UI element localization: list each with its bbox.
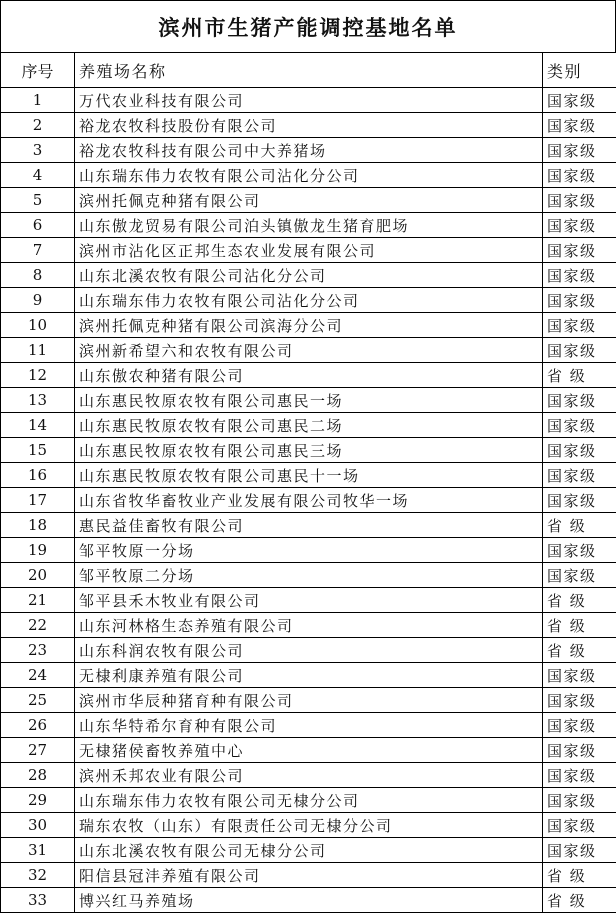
row-serial-number: 32 [1, 863, 75, 888]
row-farm-name: 滨州市华辰种猪育种有限公司 [75, 688, 543, 713]
row-serial-number: 20 [1, 563, 75, 588]
row-serial-number: 16 [1, 463, 75, 488]
row-farm-name: 山东华特希尔育种有限公司 [75, 713, 543, 738]
table-row [1, 588, 616, 613]
table-header-row [1, 53, 616, 88]
row-category: 国家级 [543, 663, 616, 688]
row-farm-name: 滨州托佩克种猪有限公司 [75, 188, 543, 213]
row-category: 国家级 [543, 338, 616, 363]
row-category: 国家级 [543, 488, 616, 513]
row-farm-name: 山东瑞东伟力农牧有限公司无棣分公司 [75, 788, 543, 813]
row-farm-name: 山东北溪农牧有限公司无棣分公司 [75, 838, 543, 863]
table-row [1, 763, 616, 788]
row-category: 国家级 [543, 163, 616, 188]
row-category: 国家级 [543, 713, 616, 738]
row-farm-name: 山东瑞东伟力农牧有限公司沾化分公司 [75, 163, 543, 188]
row-farm-name: 山东河林格生态养殖有限公司 [75, 613, 543, 638]
row-category: 省 级 [543, 513, 616, 538]
table-row [1, 538, 616, 563]
row-farm-name: 裕龙农牧科技有限公司中大养猪场 [75, 138, 543, 163]
row-farm-name: 滨州禾邦农业有限公司 [75, 763, 543, 788]
row-category: 国家级 [543, 438, 616, 463]
row-farm-name: 阳信县冠沣养殖有限公司 [75, 863, 543, 888]
row-category: 国家级 [543, 813, 616, 838]
row-serial-number: 11 [1, 338, 75, 363]
row-category: 国家级 [543, 188, 616, 213]
table-body [1, 53, 616, 913]
row-farm-name: 山东傲龙贸易有限公司泊头镇傲龙生猪育肥场 [75, 213, 543, 238]
row-serial-number: 17 [1, 488, 75, 513]
table-row [1, 463, 616, 488]
row-serial-number: 12 [1, 363, 75, 388]
row-farm-name: 山东惠民牧原农牧有限公司惠民二场 [75, 413, 543, 438]
table-row [1, 213, 616, 238]
table-row [1, 388, 616, 413]
row-serial-number: 4 [1, 163, 75, 188]
row-serial-number: 14 [1, 413, 75, 438]
table-row [1, 263, 616, 288]
row-category: 国家级 [543, 113, 616, 138]
row-serial-number: 23 [1, 638, 75, 663]
table-row [1, 813, 616, 838]
row-category: 省 级 [543, 863, 616, 888]
table-row [1, 338, 616, 363]
row-farm-name: 无棣猪侯畜牧养殖中心 [75, 738, 543, 763]
row-serial-number: 31 [1, 838, 75, 863]
row-category: 国家级 [543, 88, 616, 113]
row-farm-name: 滨州新希望六和农牧有限公司 [75, 338, 543, 363]
row-farm-name: 山东瑞东伟力农牧有限公司沾化分公司 [75, 288, 543, 313]
row-serial-number: 24 [1, 663, 75, 688]
table-row [1, 713, 616, 738]
row-farm-name: 山东惠民牧原农牧有限公司惠民十一场 [75, 463, 543, 488]
row-category: 国家级 [543, 463, 616, 488]
row-category: 国家级 [543, 688, 616, 713]
table-row [1, 438, 616, 463]
row-serial-number: 7 [1, 238, 75, 263]
row-category: 国家级 [543, 313, 616, 338]
row-farm-name: 滨州市沾化区正邦生态农业发展有限公司 [75, 238, 543, 263]
table-row [1, 363, 616, 388]
row-serial-number: 6 [1, 213, 75, 238]
header-category: 类别 [543, 53, 616, 88]
row-farm-name: 惠民益佳畜牧有限公司 [75, 513, 543, 538]
header-farm-name: 养殖场名称 [75, 53, 543, 88]
row-serial-number: 28 [1, 763, 75, 788]
row-farm-name: 山东傲农种猪有限公司 [75, 363, 543, 388]
row-serial-number: 3 [1, 138, 75, 163]
row-serial-number: 21 [1, 588, 75, 613]
table-row [1, 488, 616, 513]
row-serial-number: 5 [1, 188, 75, 213]
table-row [1, 188, 616, 213]
row-farm-name: 瑞东农牧（山东）有限责任公司无棣分公司 [75, 813, 543, 838]
row-farm-name: 邹平牧原一分场 [75, 538, 543, 563]
row-serial-number: 10 [1, 313, 75, 338]
row-farm-name: 山东北溪农牧有限公司沾化分公司 [75, 263, 543, 288]
row-category: 国家级 [543, 138, 616, 163]
row-category: 国家级 [543, 288, 616, 313]
row-farm-name: 山东惠民牧原农牧有限公司惠民三场 [75, 438, 543, 463]
row-farm-name: 山东惠民牧原农牧有限公司惠民一场 [75, 388, 543, 413]
table-row [1, 113, 616, 138]
base-list-table [0, 52, 616, 913]
row-category: 国家级 [543, 738, 616, 763]
row-category: 国家级 [543, 263, 616, 288]
table-row [1, 88, 616, 113]
row-category: 国家级 [543, 238, 616, 263]
row-farm-name: 邹平县禾木牧业有限公司 [75, 588, 543, 613]
table-row [1, 788, 616, 813]
table-row [1, 638, 616, 663]
row-category: 省 级 [543, 638, 616, 663]
row-serial-number: 25 [1, 688, 75, 713]
row-serial-number: 2 [1, 113, 75, 138]
row-category: 省 级 [543, 888, 616, 913]
row-serial-number: 29 [1, 788, 75, 813]
document-title: 滨州市生猪产能调控基地名单 [0, 0, 616, 52]
table-row [1, 688, 616, 713]
table-row [1, 663, 616, 688]
row-category: 国家级 [543, 413, 616, 438]
row-category: 省 级 [543, 363, 616, 388]
row-category: 国家级 [543, 388, 616, 413]
row-category: 国家级 [543, 213, 616, 238]
row-serial-number: 22 [1, 613, 75, 638]
row-serial-number: 15 [1, 438, 75, 463]
row-farm-name: 博兴红马养殖场 [75, 888, 543, 913]
table-row [1, 413, 616, 438]
row-category: 省 级 [543, 613, 616, 638]
table-row [1, 738, 616, 763]
row-serial-number: 18 [1, 513, 75, 538]
row-serial-number: 13 [1, 388, 75, 413]
row-serial-number: 8 [1, 263, 75, 288]
row-farm-name: 裕龙农牧科技股份有限公司 [75, 113, 543, 138]
table-row [1, 313, 616, 338]
row-farm-name: 山东科润农牧有限公司 [75, 638, 543, 663]
table-row [1, 613, 616, 638]
row-serial-number: 30 [1, 813, 75, 838]
row-serial-number: 33 [1, 888, 75, 913]
row-category: 省 级 [543, 588, 616, 613]
table-row [1, 238, 616, 263]
row-farm-name: 万代农业科技有限公司 [75, 88, 543, 113]
row-serial-number: 26 [1, 713, 75, 738]
row-category: 国家级 [543, 538, 616, 563]
table-row [1, 288, 616, 313]
row-farm-name: 山东省牧华畜牧业产业发展有限公司牧华一场 [75, 488, 543, 513]
row-serial-number: 27 [1, 738, 75, 763]
row-category: 国家级 [543, 788, 616, 813]
table-row [1, 513, 616, 538]
row-serial-number: 19 [1, 538, 75, 563]
table-row [1, 163, 616, 188]
row-category: 国家级 [543, 563, 616, 588]
row-farm-name: 邹平牧原二分场 [75, 563, 543, 588]
row-serial-number: 1 [1, 88, 75, 113]
table-row [1, 888, 616, 913]
row-category: 国家级 [543, 763, 616, 788]
header-serial-number: 序号 [1, 53, 75, 88]
table-row [1, 138, 616, 163]
row-farm-name: 滨州托佩克种猪有限公司滨海分公司 [75, 313, 543, 338]
row-serial-number: 9 [1, 288, 75, 313]
table-row [1, 563, 616, 588]
table-row [1, 863, 616, 888]
table-row [1, 838, 616, 863]
row-farm-name: 无棣利康养殖有限公司 [75, 663, 543, 688]
row-category: 国家级 [543, 838, 616, 863]
